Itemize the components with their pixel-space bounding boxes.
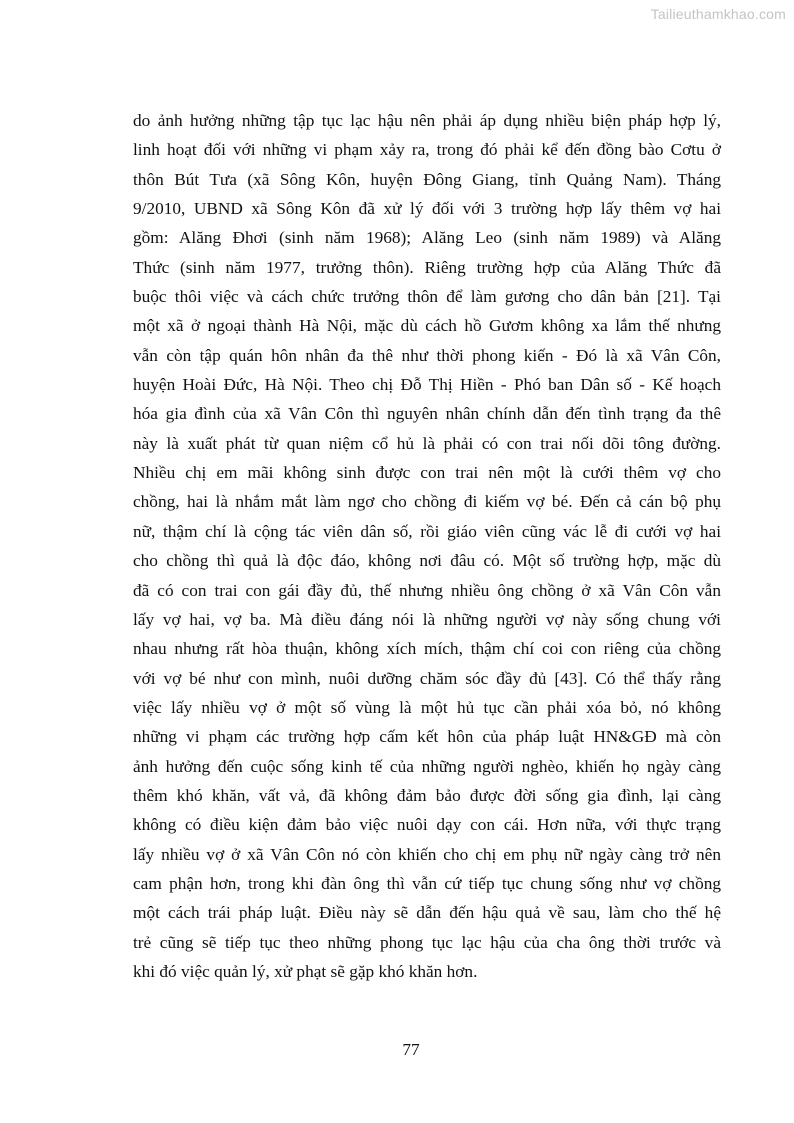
- paragraph-line: hóa gia đình của xã Vân Côn thì nguyên nhân chính dẫn đến tình trạng đa thê: [133, 404, 721, 424]
- paragraph-line: gồm: Alăng Đhơi (sinh năm 1968); Alăng Leo (sinh năm 1989) và Alăng: [133, 228, 721, 248]
- paragraph-line: vẫn còn tập quán hôn nhân đa thê như thời phong kiến - Đó là xã Vân Côn,: [133, 345, 721, 365]
- paragraph-line: 9/2010, UBND xã Sông Kôn đã xử lý đối với 3 trường hợp lấy thêm vợ hai: [133, 199, 721, 219]
- paragraph-line: buộc thôi việc và cách chức trưởng thôn để làm gương cho dân bản [21]. Tại: [133, 287, 721, 307]
- paragraph-line: nữ, thậm chí là cộng tác viên dân số, rồi giáo viên cũng vác lễ đi cưới vợ hai: [133, 521, 721, 541]
- paragraph-line: do ảnh hưởng những tập tục lạc hậu nên phải áp dụng nhiều biện pháp hợp lý,: [133, 111, 721, 130]
- paragraph-line: ảnh hưởng đến cuộc sống kinh tế của những người nghèo, khiến họ ngày càng: [133, 756, 721, 776]
- paragraph-line: cho chồng thì quả là độc đáo, không nơi đâu có. Một số trường hợp, mặc dù: [133, 551, 721, 571]
- paragraph-line: cam phận hơn, trong khi đàn ông thì vẫn cứ tiếp tục chung sống như vợ chồng: [133, 873, 721, 893]
- paragraph-line: không có điều kiện đảm bảo việc nuôi dạy con cái. Hơn nữa, với thực trạng: [133, 815, 721, 835]
- paragraph-line: khi đó việc quản lý, xử phạt sẽ gặp khó khăn hơn.: [133, 961, 478, 981]
- paragraph-line: nhau nhưng rất hòa thuận, không xích mích, thậm chí coi con riêng của chồng: [133, 639, 721, 659]
- paragraph-line: lấy vợ hai, vợ ba. Mà điều đáng nói là những người vợ này sống chung với: [133, 609, 721, 629]
- paragraph-line: việc lấy nhiều vợ ở một số vùng là một hủ tục cần phải xóa bỏ, nó không: [133, 697, 721, 717]
- paragraph-line: huyện Hoài Đức, Hà Nội. Theo chị Đỗ Thị Hiền - Phó ban Dân số - Kế hoạch: [133, 375, 721, 395]
- paragraph-line: thêm khó khăn, vất vả, đã không đảm bảo được đời sống gia đình, lại càng: [133, 785, 721, 805]
- paragraph-line: lấy nhiều vợ ở xã Vân Côn nó còn khiến cho chị em phụ nữ ngày càng trở nên: [133, 844, 721, 864]
- paragraph-line: những vi phạm các trường hợp cấm kết hôn của pháp luật HN&GĐ mà còn: [133, 727, 721, 747]
- paragraph-line: Nhiều chị em mãi không sinh được con trai nên một là cưới thêm vợ cho: [133, 463, 721, 483]
- paragraph-line: này là xuất phát từ quan niệm cổ hủ là phải có con trai nối dõi tông đường.: [133, 433, 721, 453]
- paragraph-line: thôn Bút Tưa (xã Sông Kôn, huyện Đông Giang, tỉnh Quảng Nam). Tháng: [133, 169, 721, 189]
- page-number: 77: [402, 1040, 420, 1059]
- watermark-text: Tailieuthamkhao.com: [650, 6, 786, 22]
- body-paragraph: [133, 106, 721, 986]
- paragraph-line: trẻ cũng sẽ tiếp tục theo những phong tục lạc hậu của cha ông thời trước và: [133, 932, 721, 952]
- paragraph-line: Thức (sinh năm 1977, trưởng thôn). Riêng trường hợp của Alăng Thức đã: [133, 257, 721, 277]
- paragraph-line: với vợ bé như con mình, nuôi dưỡng chăm sóc đầy đủ [43]. Có thể thấy rằng: [133, 668, 721, 688]
- paragraph-line: đã có con trai con gái đầy đủ, thế nhưng nhiều ông chồng ở xã Vân Côn vẫn: [133, 580, 721, 600]
- paragraph-line: chồng, hai là nhắm mắt làm ngơ cho chồng đi kiếm vợ bé. Đến cả cán bộ phụ: [133, 492, 721, 512]
- paragraph-line: một cách trái pháp luật. Điều này sẽ dẫn đến hậu quả về sau, làm cho thế hệ: [133, 903, 721, 923]
- paragraph-line: linh hoạt đối với những vi phạm xảy ra, trong đó phải kể đến đồng bào Cơtu ở: [133, 140, 721, 160]
- paragraph-line: một xã ở ngoại thành Hà Nội, mặc dù cách hồ Gươm không xa lắm thế nhưng: [133, 316, 721, 336]
